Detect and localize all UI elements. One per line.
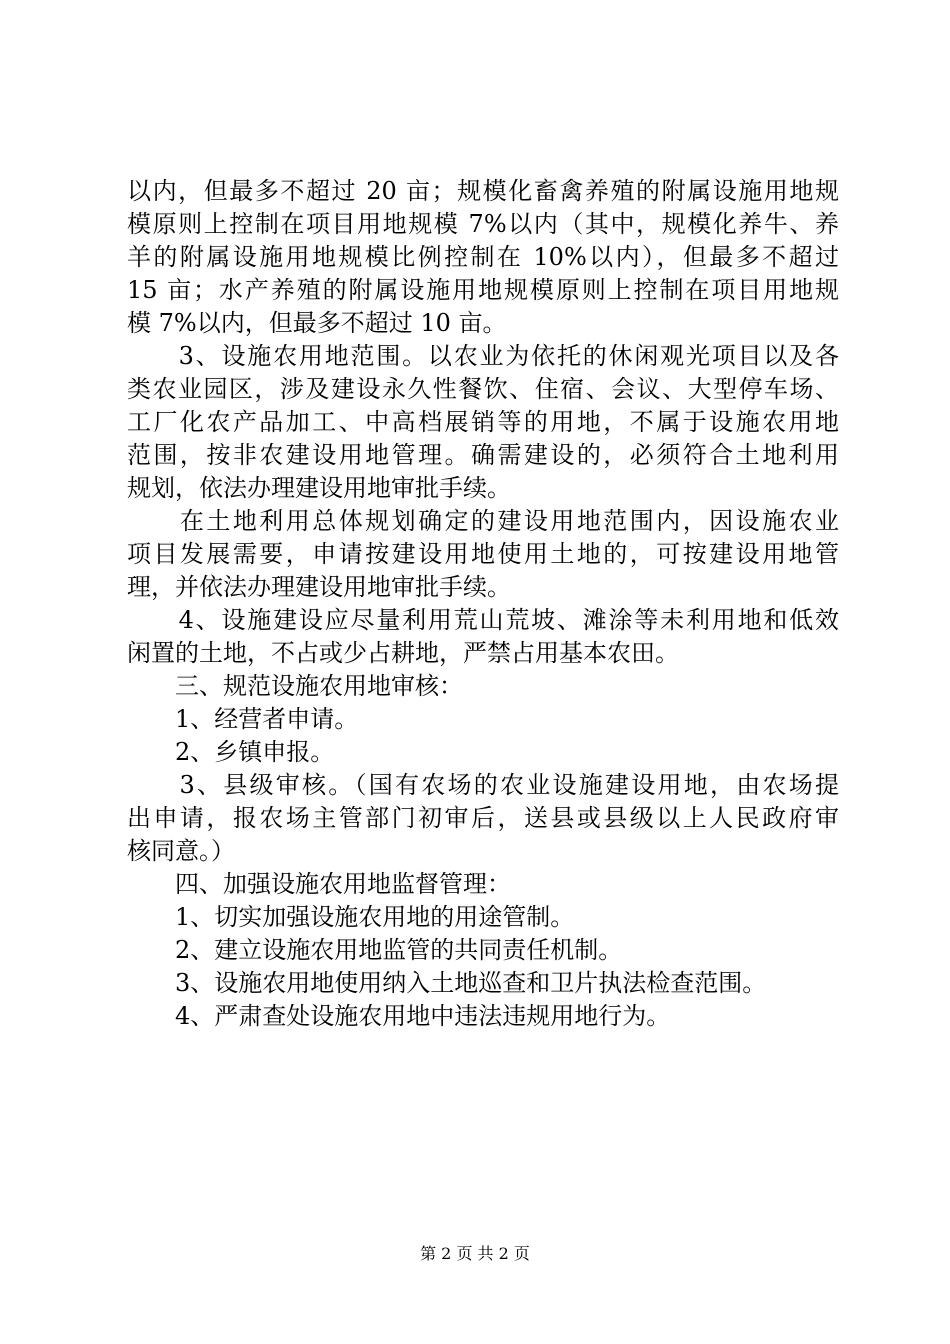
list-item: 4、严肃查处设施农用地中违法违规用地行为。 bbox=[127, 1002, 671, 1030]
text-line: 羊的附属设施用地规模比例控制在 10%以内），但最多不超过 bbox=[127, 243, 839, 271]
text-line: 工厂化农产品加工、中高档展销等的用地，不属于设施农用地 bbox=[127, 408, 839, 436]
text-line: 范围，按非农建设用地管理。确需建设的，必须符合土地利用 bbox=[127, 441, 839, 469]
text-line: 模 7%以内，但最多不超过 10 亩。 bbox=[127, 309, 507, 337]
list-item: 1、切实加强设施农用地的用途管制。 bbox=[127, 903, 575, 931]
document-body bbox=[127, 175, 839, 1033]
list-item: 3、设施农用地使用纳入土地巡查和卫片执法检查范围。 bbox=[127, 969, 767, 997]
text-line: 规划，依法办理建设用地审批手续。 bbox=[127, 474, 511, 502]
list-item: 2、乡镇申报。 bbox=[127, 738, 335, 766]
text-line: 类农业园区，涉及建设永久性餐饮、住宿、会议、大型停车场、 bbox=[127, 375, 839, 403]
text-line: 闲置的土地，不占或少占耕地，严禁占用基本农田。 bbox=[127, 639, 679, 667]
text-line: 4、设施建设应尽量利用荒山荒坡、滩涂等未利用地和低效 bbox=[127, 606, 839, 634]
text-line: 核同意。） bbox=[127, 837, 235, 865]
section-heading: 三、规范设施农用地审核： bbox=[127, 672, 463, 700]
text-line: 模原则上控制在项目用地规模 7%以内（其中，规模化养牛、养 bbox=[127, 210, 839, 238]
text-line: 理，并依法办理建设用地审批手续。 bbox=[127, 573, 511, 601]
text-line: 出申请，报农场主管部门初审后，送县或县级以上人民政府审 bbox=[127, 804, 839, 832]
list-item: 1、经营者申请。 bbox=[127, 705, 359, 733]
text-line: 3、设施农用地范围。以农业为依托的休闲观光项目以及各 bbox=[127, 342, 839, 370]
page-footer bbox=[0, 1244, 950, 1264]
list-item: 2、建立设施农用地监管的共同责任机制。 bbox=[127, 936, 623, 964]
text-line: 在土地利用总体规划确定的建设用地范围内，因设施农业 bbox=[127, 507, 839, 535]
section-heading: 四、加强设施农用地监督管理： bbox=[127, 870, 511, 898]
list-item: 3、县级审核。（国有农场的农业设施建设用地，由农场提 bbox=[127, 771, 839, 799]
text-line: 以内，但最多不超过 20 亩；规模化畜禽养殖的附属设施用地规 bbox=[127, 177, 839, 205]
text-line: 项目发展需要，申请按建设用地使用土地的，可按建设用地管 bbox=[127, 540, 839, 568]
text-line: 15 亩；水产养殖的附属设施用地规模原则上控制在项目用地规 bbox=[127, 276, 839, 304]
page-number-label: 第 2 页 共 2 页 bbox=[420, 1244, 530, 1263]
